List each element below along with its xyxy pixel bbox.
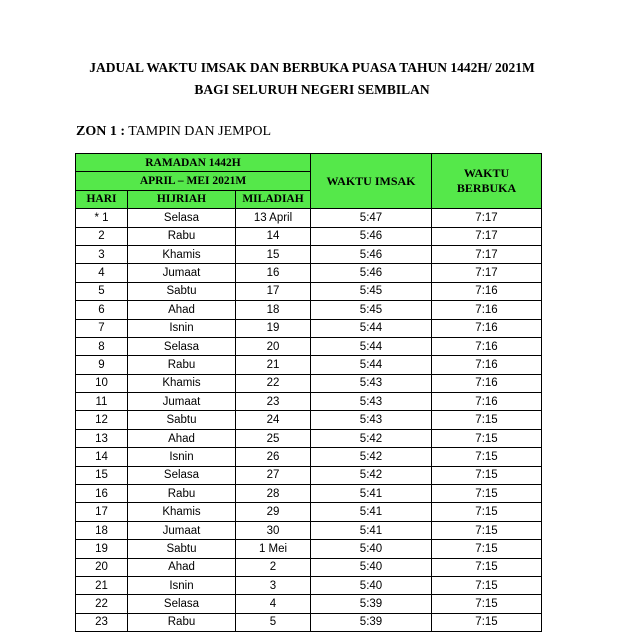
cell-hari: * 1 xyxy=(76,209,128,227)
cell-hijriah: Sabtu xyxy=(128,540,236,558)
cell-berbuka: 7:16 xyxy=(432,393,542,411)
cell-miladiah: 15 xyxy=(236,245,311,263)
cell-hari: 23 xyxy=(76,613,128,631)
schedule-rows xyxy=(76,209,542,632)
cell-berbuka: 7:16 xyxy=(432,319,542,337)
header-hijriah: HIJRIAH xyxy=(128,190,236,208)
cell-miladiah: 1 Mei xyxy=(236,540,311,558)
header-waktu-imsak: WAKTU IMSAK xyxy=(311,154,432,209)
cell-hijriah: Selasa xyxy=(128,337,236,355)
cell-berbuka: 7:15 xyxy=(432,595,542,613)
cell-hijriah: Selasa xyxy=(128,209,236,227)
cell-hari: 14 xyxy=(76,448,128,466)
cell-imsak: 5:41 xyxy=(311,485,432,503)
cell-miladiah: 5 xyxy=(236,613,311,631)
cell-imsak: 5:45 xyxy=(311,301,432,319)
cell-hijriah: Isnin xyxy=(128,448,236,466)
header-hari: HARI xyxy=(76,190,128,208)
cell-imsak: 5:41 xyxy=(311,521,432,539)
cell-berbuka: 7:16 xyxy=(432,356,542,374)
cell-berbuka: 7:15 xyxy=(432,429,542,447)
cell-hari: 11 xyxy=(76,393,128,411)
cell-berbuka: 7:17 xyxy=(432,245,542,263)
table-row xyxy=(76,448,542,466)
cell-hari: 12 xyxy=(76,411,128,429)
cell-miladiah: 19 xyxy=(236,319,311,337)
cell-berbuka: 7:15 xyxy=(432,558,542,576)
cell-miladiah: 29 xyxy=(236,503,311,521)
zone-heading xyxy=(76,124,271,140)
cell-hari: 2 xyxy=(76,227,128,245)
table-row xyxy=(76,245,542,263)
cell-berbuka: 7:17 xyxy=(432,209,542,227)
cell-imsak: 5:46 xyxy=(311,245,432,263)
table-row xyxy=(76,613,542,631)
zone-label: ZON 1 : xyxy=(76,124,125,139)
cell-imsak: 5:45 xyxy=(311,282,432,300)
table-row xyxy=(76,282,542,300)
cell-imsak: 5:46 xyxy=(311,264,432,282)
cell-miladiah: 17 xyxy=(236,282,311,300)
cell-hari: 21 xyxy=(76,576,128,594)
table-row xyxy=(76,558,542,576)
table-row xyxy=(76,595,542,613)
cell-miladiah: 23 xyxy=(236,393,311,411)
cell-berbuka: 7:15 xyxy=(432,576,542,594)
cell-hijriah: Ahad xyxy=(128,301,236,319)
cell-hari: 7 xyxy=(76,319,128,337)
cell-hari: 8 xyxy=(76,337,128,355)
cell-hari: 20 xyxy=(76,558,128,576)
cell-miladiah: 14 xyxy=(236,227,311,245)
cell-hari: 4 xyxy=(76,264,128,282)
cell-imsak: 5:44 xyxy=(311,319,432,337)
cell-miladiah: 20 xyxy=(236,337,311,355)
cell-berbuka: 7:15 xyxy=(432,540,542,558)
table-row xyxy=(76,576,542,594)
cell-imsak: 5:43 xyxy=(311,393,432,411)
cell-hijriah: Isnin xyxy=(128,576,236,594)
header-miladiah: MILADIAH xyxy=(236,190,311,208)
cell-hijriah: Khamis xyxy=(128,503,236,521)
cell-hari: 10 xyxy=(76,374,128,392)
cell-imsak: 5:40 xyxy=(311,576,432,594)
cell-miladiah: 24 xyxy=(236,411,311,429)
cell-berbuka: 7:15 xyxy=(432,466,542,484)
table-row xyxy=(76,209,542,227)
cell-miladiah: 22 xyxy=(236,374,311,392)
table-row xyxy=(76,374,542,392)
cell-imsak: 5:43 xyxy=(311,374,432,392)
document-subtitle: BAGI SELURUH NEGERI SEMBILAN xyxy=(194,82,430,97)
cell-hijriah: Sabtu xyxy=(128,282,236,300)
cell-imsak: 5:40 xyxy=(311,540,432,558)
cell-miladiah: 13 April xyxy=(236,209,311,227)
cell-hijriah: Jumaat xyxy=(128,393,236,411)
cell-hari: 3 xyxy=(76,245,128,263)
cell-berbuka: 7:16 xyxy=(432,374,542,392)
cell-hijriah: Ahad xyxy=(128,429,236,447)
cell-hijriah: Jumaat xyxy=(128,521,236,539)
cell-hari: 13 xyxy=(76,429,128,447)
cell-hari: 17 xyxy=(76,503,128,521)
cell-berbuka: 7:16 xyxy=(432,337,542,355)
header-ramadan: RAMADAN 1442H xyxy=(76,154,311,172)
cell-hari: 15 xyxy=(76,466,128,484)
table-row xyxy=(76,485,542,503)
table-row xyxy=(76,521,542,539)
header-berbuka-line2: BERBUKA xyxy=(456,181,517,196)
table-row xyxy=(76,264,542,282)
cell-miladiah: 28 xyxy=(236,485,311,503)
table-row xyxy=(76,301,542,319)
cell-hijriah: Sabtu xyxy=(128,411,236,429)
cell-berbuka: 7:15 xyxy=(432,503,542,521)
cell-imsak: 5:44 xyxy=(311,356,432,374)
cell-berbuka: 7:15 xyxy=(432,448,542,466)
header-waktu-berbuka xyxy=(432,154,542,209)
cell-hari: 6 xyxy=(76,301,128,319)
cell-hijriah: Selasa xyxy=(128,466,236,484)
cell-hijriah: Isnin xyxy=(128,319,236,337)
cell-miladiah: 21 xyxy=(236,356,311,374)
cell-imsak: 5:42 xyxy=(311,448,432,466)
cell-hari: 19 xyxy=(76,540,128,558)
cell-miladiah: 27 xyxy=(236,466,311,484)
cell-miladiah: 4 xyxy=(236,595,311,613)
cell-berbuka: 7:17 xyxy=(432,264,542,282)
cell-miladiah: 16 xyxy=(236,264,311,282)
table-row xyxy=(76,429,542,447)
cell-berbuka: 7:16 xyxy=(432,282,542,300)
cell-miladiah: 30 xyxy=(236,521,311,539)
cell-hijriah: Khamis xyxy=(128,245,236,263)
cell-imsak: 5:43 xyxy=(311,411,432,429)
cell-hijriah: Jumaat xyxy=(128,264,236,282)
table-row xyxy=(76,503,542,521)
cell-miladiah: 26 xyxy=(236,448,311,466)
cell-hijriah: Ahad xyxy=(128,558,236,576)
cell-hijriah: Rabu xyxy=(128,227,236,245)
cell-berbuka: 7:17 xyxy=(432,227,542,245)
cell-hari: 18 xyxy=(76,521,128,539)
cell-hari: 5 xyxy=(76,282,128,300)
cell-hari: 9 xyxy=(76,356,128,374)
table-row xyxy=(76,393,542,411)
cell-imsak: 5:44 xyxy=(311,337,432,355)
zone-name: TAMPIN DAN JEMPOL xyxy=(128,124,272,139)
cell-imsak: 5:42 xyxy=(311,429,432,447)
header-april-mei: APRIL – MEI 2021M xyxy=(76,172,311,190)
table-row xyxy=(76,411,542,429)
cell-imsak: 5:41 xyxy=(311,503,432,521)
cell-miladiah: 25 xyxy=(236,429,311,447)
cell-imsak: 5:47 xyxy=(311,209,432,227)
document-title: JADUAL WAKTU IMSAK DAN BERBUKA PUASA TAHUN 1442H/ 2021M xyxy=(89,60,535,75)
cell-hijriah: Khamis xyxy=(128,374,236,392)
cell-hijriah: Rabu xyxy=(128,485,236,503)
cell-berbuka: 7:15 xyxy=(432,411,542,429)
cell-imsak: 5:39 xyxy=(311,613,432,631)
cell-miladiah: 18 xyxy=(236,301,311,319)
header-berbuka-line1: WAKTU xyxy=(463,166,510,181)
table-row xyxy=(76,466,542,484)
cell-hari: 22 xyxy=(76,595,128,613)
cell-hijriah: Rabu xyxy=(128,356,236,374)
table-row xyxy=(76,319,542,337)
cell-berbuka: 7:15 xyxy=(432,485,542,503)
table-row xyxy=(76,337,542,355)
cell-berbuka: 7:15 xyxy=(432,613,542,631)
table-row xyxy=(76,356,542,374)
cell-hijriah: Selasa xyxy=(128,595,236,613)
schedule-table xyxy=(75,153,542,632)
cell-miladiah: 3 xyxy=(236,576,311,594)
cell-berbuka: 7:15 xyxy=(432,521,542,539)
cell-imsak: 5:46 xyxy=(311,227,432,245)
cell-imsak: 5:42 xyxy=(311,466,432,484)
cell-berbuka: 7:16 xyxy=(432,301,542,319)
cell-imsak: 5:39 xyxy=(311,595,432,613)
cell-imsak: 5:40 xyxy=(311,558,432,576)
cell-hijriah: Rabu xyxy=(128,613,236,631)
cell-miladiah: 2 xyxy=(236,558,311,576)
table-row xyxy=(76,540,542,558)
cell-hari: 16 xyxy=(76,485,128,503)
table-row xyxy=(76,227,542,245)
